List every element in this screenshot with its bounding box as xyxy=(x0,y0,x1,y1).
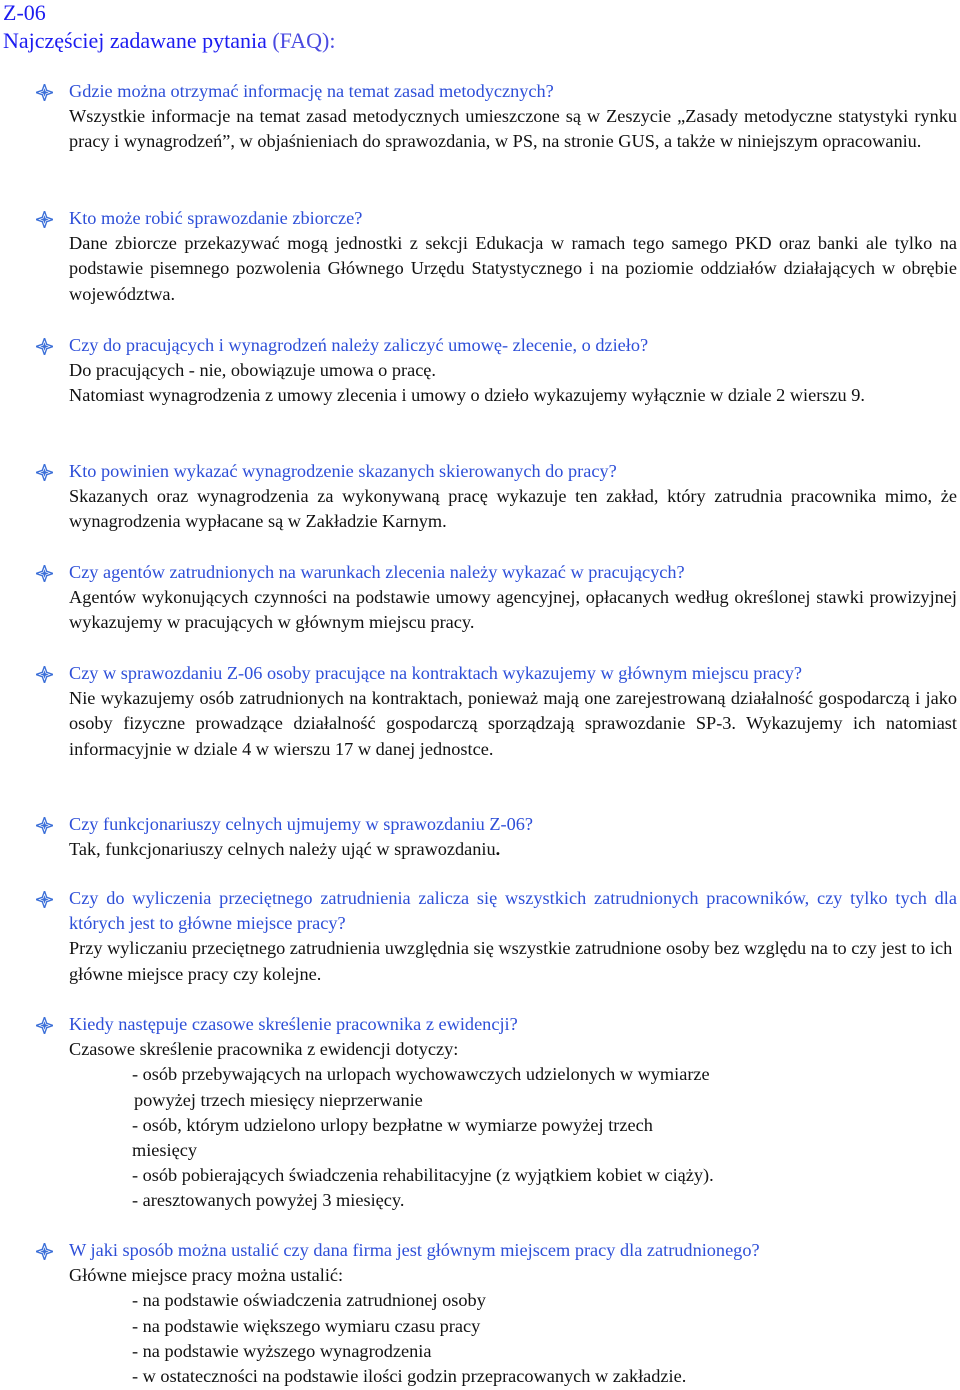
faq-item xyxy=(69,1238,957,1389)
faq-answer: Skazanych oraz wynagrodzenia za wykonywaną pracę wykazuje ten zakład, który zatrudnia pracownika mimo, że wynagrodzenia wypłacane są w Zakładzie Karnym. xyxy=(69,486,957,532)
faq-answer: Nie wykazujemy osób zatrudnionych na kontraktach, ponieważ mają one zarejestrowaną działalność gospodarczą i jako osoby fizyczne prowadzące działalność gospodarczą sporządzają sprawozdanie SP-3. Wykazujemy ich natomiast informacyjnie w dziale 4 w wierszu 17 w danej jednostce. xyxy=(69,688,957,759)
title-abbr: (FAQ): xyxy=(272,28,336,53)
diamond-bullet-icon xyxy=(36,891,53,908)
list-item: - na podstawie większego wymiaru czasu pracy xyxy=(132,1315,481,1336)
faq-answer-line: Do pracujących - nie, obowiązuje umowa o pracę. xyxy=(69,360,436,381)
faq-answer: Agentów wykonujących czynności na podstawie umowy agencyjnej, opłacanych według określonej stawki prowizyjnej wykazujemy w pracujących w głównym miejscu pracy. xyxy=(69,587,957,633)
faq-item xyxy=(69,459,957,535)
faq-item xyxy=(69,812,957,862)
list-item: - na podstawie wyższego wynagrodzenia xyxy=(132,1340,432,1361)
list-item: - na podstawie oświadczenia zatrudnionej osoby xyxy=(132,1290,486,1311)
faq-answer: Przy wyliczaniu przeciętnego zatrudnienia uwzględnia się wszystkie zatrudnione osoby bez względu na to czy jest to ich główne miejsce pracy czy kolejne. xyxy=(69,938,953,984)
faq-answer: Dane zbiorcze przekazywać mogą jednostki z sekcji Edukacja w ramach tego samego PKD oraz banki ale tylko na podstawie pisemnego pozwolenia Głównego Urzędu Statystycznego i na poziomie oddziałów działających w obrębie województwa. xyxy=(69,233,957,304)
faq-item xyxy=(69,206,957,307)
list-item: miesięcy xyxy=(132,1140,197,1161)
diamond-bullet-icon xyxy=(36,464,53,481)
faq-question: Kto powinien wykazać wynagrodzenie skazanych skierowanych do pracy? xyxy=(69,459,957,484)
list-item: - osób pobierających świadczenia rehabilitacyjne (z wyjątkiem kobiet w ciąży). xyxy=(132,1165,714,1186)
faq-item xyxy=(69,1012,957,1214)
faq-question: Czy do wyliczenia przeciętnego zatrudnienia zalicza się wszystkich zatrudnionych pracowników, czy tylko tych dla których jest to główne miejsce pracy? xyxy=(69,886,957,936)
faq-answer-line: Natomiast wynagrodzenia z umowy zlecenia i umowy o dzieło wykazujemy wyłącznie w dziale 2 wierszu 9. xyxy=(69,385,865,406)
faq-question: Kiedy następuje czasowe skreślenie pracownika z ewidencji? xyxy=(69,1012,957,1037)
list-item: powyżej trzech miesięcy nieprzerwanie xyxy=(134,1089,423,1110)
faq-question: Czy funkcjonariuszy celnych ujmujemy w sprawozdaniu Z-06? xyxy=(69,812,957,837)
diamond-bullet-icon xyxy=(36,817,53,834)
diamond-bullet-icon xyxy=(36,1243,53,1260)
list-item: - osób, którym udzielono urlopy bezpłatne w wymiarze powyżej trzech xyxy=(132,1114,653,1135)
faq-question: Kto może robić sprawozdanie zbiorcze? xyxy=(69,206,957,231)
faq-item xyxy=(69,333,957,409)
list-item: - osób przebywających na urlopach wychowawczych udzielonych w wymiarze xyxy=(132,1064,710,1085)
faq-question: Czy agentów zatrudnionych na warunkach zlecenia należy wykazać w pracujących? xyxy=(69,560,957,585)
list-item: - w ostateczności na podstawie ilości godzin przepracowanych w zakładzie. xyxy=(132,1366,687,1387)
diamond-bullet-icon xyxy=(36,565,53,582)
faq-item xyxy=(69,661,957,762)
title-text: Najczęściej zadawane pytania xyxy=(3,28,267,53)
list-item: - aresztowanych powyżej 3 miesięcy. xyxy=(132,1190,405,1211)
faq-answer-intro: Główne miejsce pracy można ustalić: xyxy=(69,1265,344,1286)
faq-question: Czy w sprawozdaniu Z-06 osoby pracujące na kontraktach wykazujemy w głównym miejscu pracy? xyxy=(69,661,957,686)
faq-answer-intro: Czasowe skreślenie pracownika z ewidencji dotyczy: xyxy=(69,1039,459,1060)
faq-answer: Tak, funkcjonariuszy celnych należy ująć w sprawozdaniu. xyxy=(69,839,501,860)
form-code: Z-06 xyxy=(3,0,46,25)
diamond-bullet-icon xyxy=(36,84,53,101)
diamond-bullet-icon xyxy=(36,1017,53,1034)
diamond-bullet-icon xyxy=(36,338,53,355)
diamond-bullet-icon xyxy=(36,211,53,228)
faq-question: Czy do pracujących i wynagrodzeń należy zaliczyć umowę- zlecenie, o dzieło? xyxy=(69,333,957,358)
faq-item xyxy=(69,886,957,987)
faq-item xyxy=(69,560,957,636)
faq-item xyxy=(69,79,957,155)
faq-question: W jaki sposób można ustalić czy dana firma jest głównym miejscem pracy dla zatrudnionego? xyxy=(69,1238,957,1263)
faq-question: Gdzie można otrzymać informację na temat zasad metodycznych? xyxy=(69,79,957,104)
faq-answer: Wszystkie informacje na temat zasad metodycznych umieszczone są w Zeszycie „Zasady metodyczne statystyki rynku pracy i wynagrodzeń”, w objaśnieniach do sprawozdania, w PS, na stronie GUS, a także w niniejszym opracowaniu. xyxy=(69,106,957,152)
diamond-bullet-icon xyxy=(36,666,53,683)
page-title xyxy=(3,28,336,54)
